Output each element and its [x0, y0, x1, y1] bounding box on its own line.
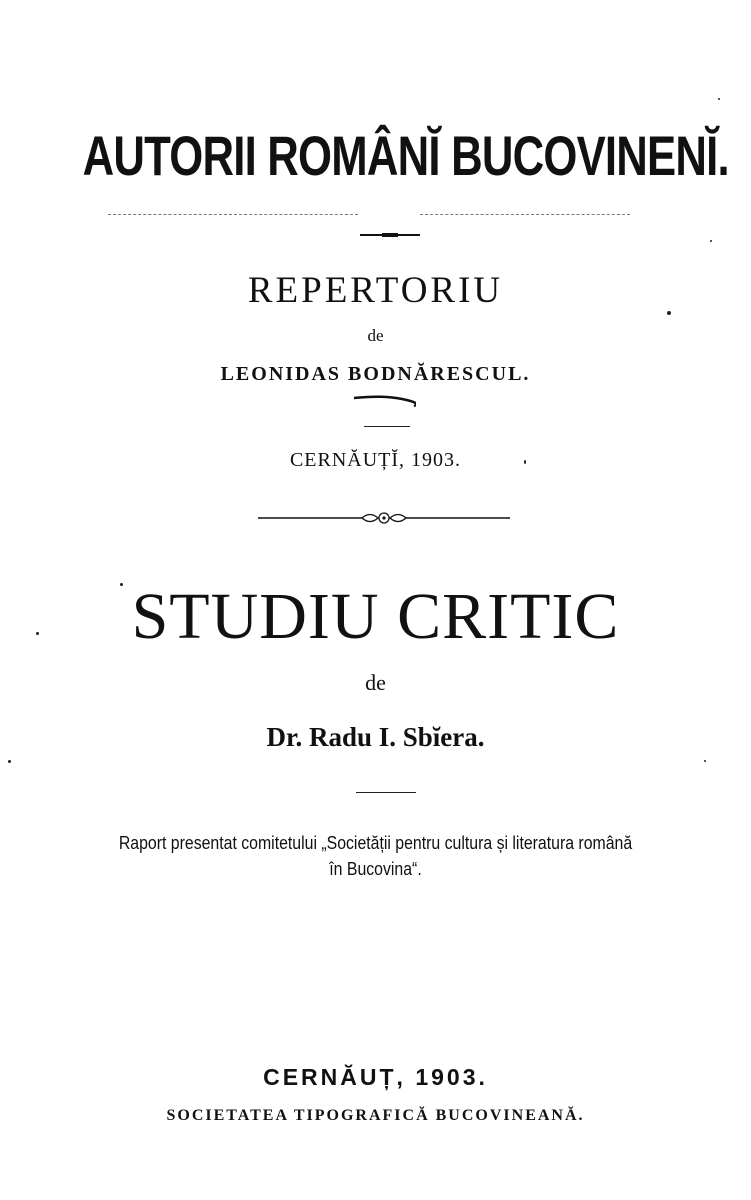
scan-speck	[718, 98, 720, 100]
subtitle: REPERTORIU	[247, 270, 504, 311]
report-note	[45, 830, 706, 882]
place-date: CERNĂUȚĬ, 1903.	[289, 449, 462, 471]
report-line-2: în Bucovina“.	[329, 859, 422, 879]
main-title: AUTORII ROMÂNĬ BUCOVINENĬ.	[82, 124, 729, 187]
scan-speck	[524, 460, 526, 464]
ornamental-divider	[258, 508, 510, 528]
study-title: STUDIU CRITIC	[131, 580, 620, 653]
scan-speck	[710, 240, 712, 242]
critic-author-name: Dr. Radu I. Sbĭera.	[266, 722, 485, 752]
short-rule-upper	[364, 426, 410, 427]
scan-speck	[704, 760, 706, 762]
scan-speck	[667, 311, 671, 315]
scan-speck	[8, 760, 11, 763]
by-label-critic: de	[365, 670, 386, 695]
footer-place-date: CERNĂUȚ, 1903.	[263, 1064, 488, 1090]
dashed-divider-left	[108, 214, 358, 215]
dashed-divider-right	[420, 214, 630, 215]
report-line-1: Raport presentat comitetului „Societății pentru cultura și literatura română	[118, 833, 633, 853]
by-label-author: de	[367, 326, 384, 345]
short-rule-lower	[356, 792, 416, 793]
scan-speck	[120, 583, 123, 586]
short-divider-bar	[360, 234, 420, 236]
scan-speck	[36, 632, 39, 635]
footer-publisher: SOCIETATEA TIPOGRAFICĂ BUCOVINEANĂ.	[166, 1107, 585, 1124]
author-name: LEONIDAS BODNĂRESCUL.	[220, 363, 531, 385]
swash-underline	[352, 394, 416, 408]
